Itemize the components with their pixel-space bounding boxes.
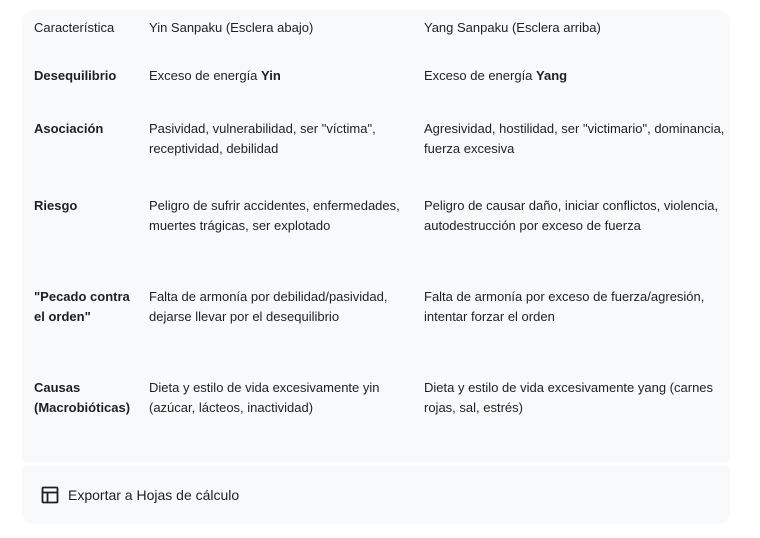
export-to-sheets-button[interactable] — [22, 466, 730, 524]
table-header-row — [22, 10, 730, 48]
yin-cell — [137, 48, 412, 101]
export-label: Exportar a Hojas de cálculo — [68, 487, 240, 503]
yin-cell: Falta de armonía por debilidad/pasividad, dejarse llevar por el desequilibrio — [149, 289, 388, 324]
yin-cell: Peligro de sufrir accidentes, enfermedades, muertes trágicas, ser explotado — [149, 198, 400, 233]
yang-cell: Falta de armonía por exceso de fuerza/agresión, intentar forzar el orden — [424, 289, 705, 324]
comparison-table — [22, 10, 730, 462]
table-row — [22, 178, 730, 269]
yang-cell: Dieta y estilo de vida excesivamente yang (carnes rojas, sal, estrés) — [424, 380, 714, 415]
spreadsheet-icon — [40, 485, 60, 505]
yang-cell — [412, 48, 730, 101]
yang-bold-text: Yang — [536, 68, 568, 83]
table-row — [22, 48, 730, 101]
header-yin: Yin Sanpaku (Esclera abajo) — [149, 20, 314, 35]
yin-text: Exceso de energía — [149, 68, 262, 83]
table-row — [22, 360, 730, 462]
table-row — [22, 269, 730, 360]
yin-cell: Dieta y estilo de vida excesivamente yin (azúcar, lácteos, inactividad) — [149, 380, 380, 415]
header-yang: Yang Sanpaku (Esclera arriba) — [424, 20, 601, 35]
row-label: "Pecado contra el orden" — [34, 289, 130, 324]
yang-cell: Agresividad, hostilidad, ser "victimario", dominancia, fuerza excesiva — [424, 121, 725, 156]
row-label: Causas (Macrobióticas) — [34, 380, 131, 415]
yin-bold-text: Yin — [261, 68, 281, 83]
table-row — [22, 101, 730, 178]
row-label: Riesgo — [34, 198, 78, 213]
row-label: Asociación — [34, 121, 104, 136]
yin-cell: Pasividad, vulnerabilidad, ser "víctima", receptividad, debilidad — [149, 121, 376, 156]
yang-cell: Peligro de causar daño, iniciar conflictos, violencia, autodestrucción por exceso de fuerza — [424, 198, 719, 233]
comparison-table-card — [22, 10, 730, 462]
yang-text: Exceso de energía — [424, 68, 537, 83]
row-label: Desequilibrio — [34, 68, 117, 83]
header-characteristic: Característica — [34, 20, 115, 35]
